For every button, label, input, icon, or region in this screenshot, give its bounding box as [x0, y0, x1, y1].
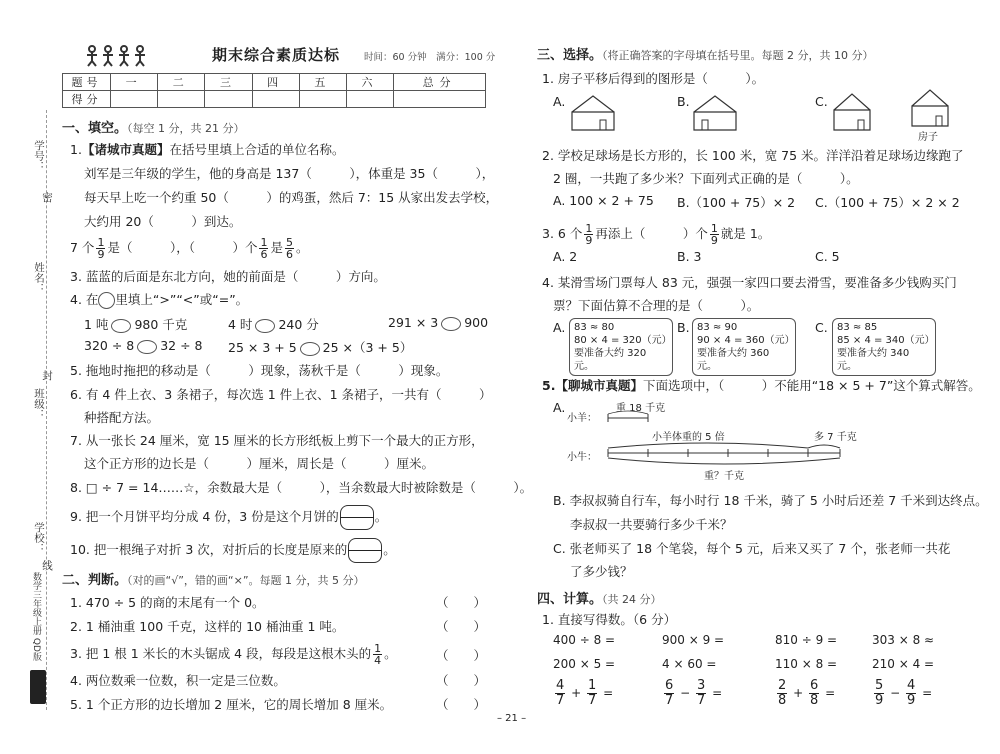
- question-8: 8. □ ÷ 7 = 14……☆，余数最大是（ ），当余数最大时被除数是（ ）。: [70, 480, 533, 495]
- compare-circle[interactable]: [98, 292, 115, 309]
- compare-item: [84, 315, 187, 333]
- compare-circle[interactable]: [137, 340, 157, 354]
- text: 240 分: [278, 317, 319, 332]
- text: 1 吨: [84, 317, 109, 332]
- section-note: （每空 1 分，共 21 分）: [127, 122, 245, 135]
- judge-4: 4. 两位数乘一位数，积一定是三位数。: [70, 673, 286, 688]
- text: 83 ≈ 90: [697, 322, 738, 333]
- denominator: 9: [907, 693, 916, 708]
- option-label: C.: [815, 94, 828, 109]
- numerator: 1: [710, 222, 718, 235]
- judge-5: 5. 1 个正方形的边长增加 2 厘米，它的周长增加 8 厘米。: [70, 697, 393, 712]
- text: 10. 把一根绳子对折 3 次，对折后的长度是原来的: [70, 542, 348, 557]
- option-label: A.: [553, 94, 566, 109]
- question-5: 5. 拖地时拖把的移动是（ ）现象，荡秋千是（ ）现象。: [70, 363, 449, 378]
- table-cell: 二: [158, 74, 205, 91]
- choice-2: 2. 学校足球场是长方形的，长 100 米，宽 75 米。洋洋沿着足球场边缘跑了: [542, 148, 964, 163]
- table-cell: 五: [299, 74, 346, 91]
- numerator: 1: [97, 236, 105, 249]
- students-decoration-icon: [84, 45, 154, 67]
- question-1: [70, 140, 344, 158]
- fraction: [710, 223, 719, 246]
- house-option-c-icon[interactable]: [832, 90, 872, 132]
- denominator: 7: [665, 693, 674, 708]
- numerator: 1: [585, 222, 593, 235]
- text: 80 × 4 = 320（元）: [574, 335, 672, 346]
- numerator: 5: [285, 236, 293, 249]
- denominator: 8: [778, 693, 787, 708]
- table-cell: 六: [346, 74, 393, 91]
- times-label: 小羊体重的 5 倍: [652, 432, 725, 443]
- option-label: B.: [677, 320, 690, 335]
- question-line: 票？下面估算不合理的是（ ）。: [553, 298, 760, 313]
- calc-item[interactable]: 4 × 60 =: [662, 657, 717, 671]
- option-b[interactable]: B. 李叔叔骑自行车，每小时行 18 千米，骑了 5 小时后还差 7 千米到达终点。: [553, 493, 988, 508]
- house-original-icon: [910, 86, 950, 128]
- text: 25 × 3 + 5: [228, 340, 297, 355]
- name-label: 姓名：: [33, 262, 45, 294]
- numerator: 3: [697, 678, 706, 693]
- section-choice: [537, 44, 874, 63]
- option[interactable]: B. 3: [677, 249, 702, 264]
- option-c[interactable]: C. 张老师买了 18 个笔袋，每个 5 元，后来又买了 7 个，张老师一共花: [553, 541, 951, 556]
- fraction: [664, 679, 674, 708]
- text: 。: [384, 646, 397, 661]
- table-cell: 得分: [63, 91, 111, 108]
- text: 是（ ），（ ）个: [107, 240, 258, 255]
- text: 再添上（ ）个: [595, 226, 708, 241]
- fraction: [696, 679, 706, 708]
- calc-item[interactable]: 303 × 8 ≈: [872, 633, 935, 647]
- binding-gutter: [0, 0, 60, 754]
- question-10: [70, 538, 396, 563]
- option[interactable]: A. 100 × 2 + 75: [553, 193, 654, 208]
- numerator: 2: [778, 678, 787, 693]
- fraction: [777, 679, 787, 708]
- score-input-cell[interactable]: [111, 91, 158, 108]
- line-segment-diagram: [600, 408, 850, 470]
- section-title: 二、判断。: [62, 573, 128, 588]
- question-number: 1.: [70, 142, 82, 157]
- fraction-calc-item[interactable]: $\frac{2}{8}$ + $\frac{6}{8}$ =: [778, 678, 836, 708]
- compare-circle[interactable]: [300, 342, 320, 356]
- fraction-calc-item[interactable]: $\frac{4}{7}$ + $\frac{1}{7}$ =: [556, 678, 614, 708]
- unknown-label: 重？千克: [704, 471, 744, 482]
- operator: +: [571, 686, 582, 700]
- sheep-label: 小羊：: [567, 413, 597, 424]
- denominator: 6: [285, 248, 293, 261]
- seal-mark: 密: [41, 192, 53, 203]
- more-label: 多 7 千克: [814, 432, 857, 443]
- text: 4 时: [228, 317, 253, 332]
- fraction: [587, 679, 597, 708]
- numerator: 6: [665, 678, 674, 693]
- table-cell: 一: [111, 74, 158, 91]
- calc-item[interactable]: 400 ÷ 8 =: [553, 633, 616, 647]
- text: 83 ≈ 80: [574, 322, 615, 333]
- option-label: B.: [677, 94, 690, 109]
- fraction-answer-box[interactable]: [340, 505, 374, 530]
- text: 32 ÷ 8: [160, 338, 203, 353]
- text: 。: [374, 509, 388, 524]
- question-line: 2 圈，一共跑了多少米？下面列式正确的是（ ）。: [553, 171, 859, 186]
- question-line: 刘军是三年级的学生，他的身高是 137（ ），体重是 35（ ），: [84, 166, 495, 181]
- question-7: 7. 从一张长 24 厘米，宽 15 厘米的长方形纸板上剪下一个最大的正方形，: [70, 433, 484, 448]
- page-number: – 21 –: [497, 713, 527, 724]
- numerator: 1: [588, 678, 597, 693]
- compare-item: [84, 338, 203, 354]
- compare-circle[interactable]: [111, 319, 131, 333]
- score-table: [62, 73, 486, 108]
- fraction: [584, 223, 593, 246]
- source-tag: 【诸城市真题】: [81, 142, 170, 157]
- section-fill-in: [62, 117, 245, 136]
- denominator: 7: [588, 693, 597, 708]
- text: 。: [295, 240, 309, 255]
- operator: −: [680, 686, 691, 700]
- numerator: 4: [556, 678, 565, 693]
- judge-2: 2. 1 桶油重 100 千克，这样的 10 桶油重 1 吨。: [70, 619, 345, 634]
- compare-item: [228, 315, 319, 333]
- question-line: 每天早上吃一个约重 50（ ）的鸡蛋，然后 7：15 从家出发去学校，: [84, 190, 499, 205]
- score-input-cell[interactable]: [252, 91, 299, 108]
- score-input-cell[interactable]: [394, 91, 486, 108]
- question-9: [70, 505, 387, 530]
- answer-paren[interactable]: （ ）: [436, 673, 487, 688]
- fraction: [96, 237, 105, 260]
- seal-mark: 线: [41, 560, 53, 571]
- fraction: [285, 237, 294, 260]
- text: 。: [383, 542, 396, 557]
- denominator: 9: [585, 234, 593, 247]
- text: 3. 把 1 根 1 米长的木头锯成 4 段，每段是这根木头的: [70, 646, 372, 661]
- section-judge: [62, 569, 365, 588]
- option-label: A.: [553, 320, 566, 335]
- text: 291 × 3: [388, 315, 439, 330]
- estimate-option-c[interactable]: [832, 318, 936, 376]
- text: 4. 在: [70, 292, 99, 307]
- fraction-calc-item[interactable]: $\frac{5}{9}$ − $\frac{4}{9}$ =: [875, 678, 933, 708]
- choice-1: 1. 房子平移后得到的图形是（ ）。: [542, 71, 765, 86]
- text: 83 ≈ 85: [837, 322, 878, 333]
- calc-question-1: 1. 直接写得数。（6 分）: [542, 612, 677, 627]
- estimate-option-b[interactable]: [692, 318, 796, 376]
- text: 3. 6 个: [542, 226, 583, 241]
- denominator: 7: [697, 693, 706, 708]
- denominator: 9: [875, 693, 884, 708]
- fraction-answer-box[interactable]: [348, 538, 382, 563]
- text: 要准备大约 320 元。: [574, 348, 647, 372]
- school-label: 学校：: [33, 522, 45, 554]
- judge-3: [70, 643, 397, 666]
- source-tag: 5.【聊城市真题】: [542, 378, 643, 393]
- calc-item[interactable]: 110 × 8 =: [775, 657, 838, 671]
- section-title: 三、选择。: [537, 48, 603, 63]
- question-2: [70, 237, 308, 260]
- table-cell: 总分: [394, 74, 486, 91]
- calc-item[interactable]: 900 × 9 =: [662, 633, 725, 647]
- calc-item[interactable]: 200 × 5 =: [553, 657, 616, 671]
- compare-item: [388, 315, 488, 331]
- fraction: [373, 643, 382, 666]
- text: 9. 把一个月饼平均分成 4 份，3 份是这个月饼的: [70, 509, 339, 524]
- compare-circle[interactable]: [255, 319, 275, 333]
- text: 25 ×（3 + 5）: [322, 340, 413, 355]
- score-input-cell[interactable]: [346, 91, 393, 108]
- question-line: 种搭配方法。: [84, 410, 160, 425]
- cow-label: 小牛：: [567, 452, 597, 463]
- calc-item[interactable]: 810 ÷ 9 =: [775, 633, 838, 647]
- seal-mark: 封: [41, 370, 53, 381]
- answer-paren[interactable]: （ ）: [436, 697, 487, 712]
- fraction: [809, 679, 819, 708]
- numerator: 5: [875, 678, 884, 693]
- table-cell: 三: [205, 74, 252, 91]
- question-line: 李叔叔一共要骑行多少千米？: [570, 517, 733, 532]
- text: 90 × 4 = 360（元）: [697, 335, 795, 346]
- section-note: （对的画“√”，错的画“×”。每题 1 分，共 5 分）: [127, 574, 365, 587]
- section-note: （共 24 分）: [602, 593, 662, 606]
- answer-paren[interactable]: （ ）: [436, 619, 487, 634]
- house-option-b-icon[interactable]: [692, 94, 738, 132]
- question-6: 6. 有 4 件上衣、3 条裙子，每次选 1 件上衣、1 条裙子，一共有（ ）: [70, 387, 492, 402]
- table-cell: 四: [252, 74, 299, 91]
- question-line: 大约用 20（ ）到达。: [84, 214, 242, 229]
- compare-item: [228, 338, 412, 356]
- exam-meta: 时间：60 分钟 满分：100 分: [364, 52, 496, 63]
- numerator: 4: [907, 678, 916, 693]
- calc-item[interactable]: 210 × 4 =: [872, 657, 935, 671]
- choice-4: 4. 某滑雪场门票每人 83 元，强强一家四口要去滑雪，要准备多少钱购买门: [542, 275, 957, 290]
- house-option-a-icon[interactable]: [570, 94, 616, 132]
- denominator: 4: [374, 654, 382, 667]
- section-note: （将正确答案的字母填在括号里。每题 2 分，共 10 分）: [602, 49, 874, 62]
- denominator: 7: [556, 693, 565, 708]
- score-input-cell[interactable]: [205, 91, 252, 108]
- answer-paren[interactable]: （ ）: [436, 648, 487, 663]
- house-label: 房子: [918, 132, 938, 143]
- option[interactable]: C.（100 + 75）× 2 × 2: [815, 195, 960, 210]
- option[interactable]: A. 2: [553, 249, 578, 264]
- score-input-cell[interactable]: [299, 91, 346, 108]
- operator: −: [890, 686, 901, 700]
- judge-1: 1. 470 ÷ 5 的商的末尾有一个 0。: [70, 595, 265, 610]
- question-3: 3. 蓝蓝的后面是东北方向，她的前面是（ ）方向。: [70, 269, 386, 284]
- operator: +: [793, 686, 804, 700]
- option[interactable]: C. 5: [815, 249, 840, 264]
- estimate-option-a[interactable]: [569, 318, 673, 376]
- choice-3: [542, 223, 770, 246]
- text: 320 ÷ 8: [84, 338, 135, 353]
- question-line: 这个正方形的边长是（ ）厘米，周长是（ ）厘米。: [84, 456, 435, 471]
- fraction: [259, 237, 268, 260]
- question-text: 下面选项中，（ ）不能用“18 × 5 + 7”这个算式解答。: [642, 378, 981, 393]
- denominator: 8: [810, 693, 819, 708]
- class-label: 班级：: [33, 388, 45, 420]
- sheep-weight: 重 18 千克: [616, 403, 666, 414]
- section-title: 四、计算。: [537, 592, 603, 607]
- compare-circle[interactable]: [441, 317, 461, 331]
- numerator: 1: [260, 236, 268, 249]
- publisher-logo: [30, 670, 46, 704]
- answer-paren[interactable]: （ ）: [436, 595, 487, 610]
- fraction: [874, 679, 884, 708]
- text: 就是 1。: [720, 226, 771, 241]
- text: 要准备大约 360 元。: [697, 348, 770, 372]
- section-title: 一、填空。: [62, 121, 128, 136]
- student-id-label: 学号：: [33, 140, 45, 172]
- question-line: 了多少钱？: [570, 564, 633, 579]
- option[interactable]: B.（100 + 75）× 2: [677, 195, 796, 210]
- section-calc: [537, 588, 662, 607]
- text: 900: [464, 315, 489, 330]
- score-input-cell[interactable]: [158, 91, 205, 108]
- option-label: A.: [553, 400, 566, 415]
- denominator: 9: [97, 248, 105, 261]
- question-4: [70, 290, 248, 309]
- table-cell: 题号: [63, 74, 111, 91]
- fraction: [906, 679, 916, 708]
- choice-5: [542, 376, 981, 394]
- denominator: 9: [710, 234, 718, 247]
- numerator: 1: [374, 642, 382, 655]
- text: 要准备大约 340 元。: [837, 348, 910, 372]
- question-text: 在括号里填上合适的单位名称。: [169, 142, 345, 157]
- text: 里填上“>”“<”或“=”。: [115, 292, 249, 307]
- text: 85 × 4 = 340（元）: [837, 335, 935, 346]
- book-label: 数学三年级上册 QD版: [31, 572, 41, 661]
- fraction-calc-item[interactable]: $\frac{6}{7}$ − $\frac{3}{7}$ =: [665, 678, 723, 708]
- text: 7 个: [70, 240, 95, 255]
- denominator: 6: [260, 248, 268, 261]
- fraction: [555, 679, 565, 708]
- text: 980 千克: [134, 317, 188, 332]
- page-title: 期末综合素质达标: [212, 46, 341, 64]
- option-label: C.: [815, 320, 828, 335]
- text: 是: [270, 240, 283, 255]
- numerator: 6: [810, 678, 819, 693]
